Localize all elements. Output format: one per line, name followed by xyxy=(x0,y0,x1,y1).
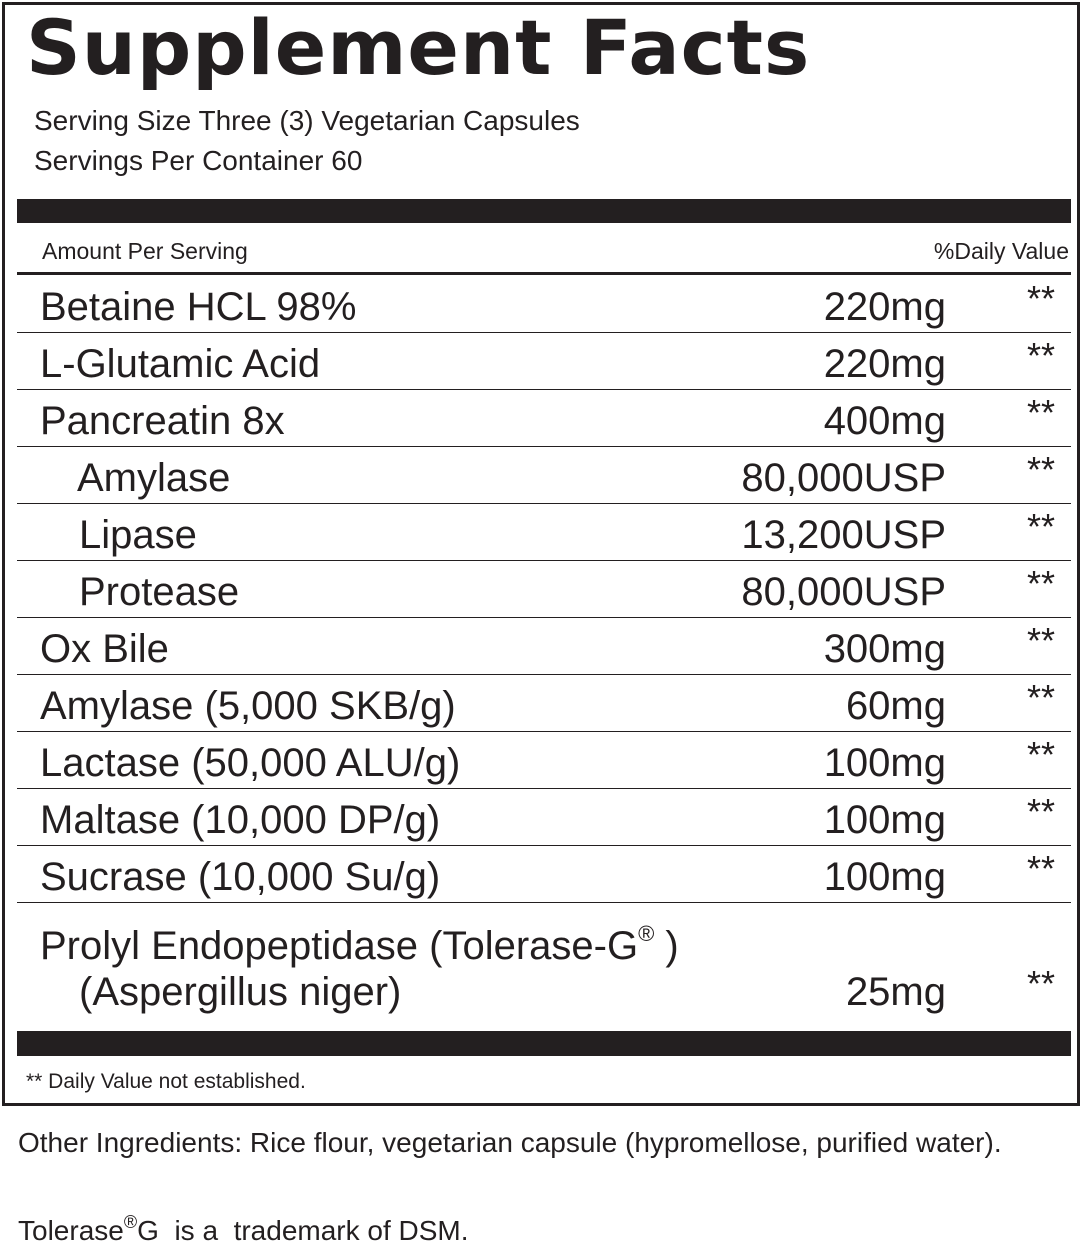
nutrient-amount: 100mg xyxy=(823,741,946,785)
nutrient-daily-value: ** xyxy=(1026,848,1055,889)
nutrient-name: Lactase (50,000 ALU/g) xyxy=(40,741,461,785)
registered-mark: ® xyxy=(123,1212,138,1232)
nutrient-amount: 80,000USP xyxy=(741,456,946,500)
nutrient-row xyxy=(17,333,1071,390)
nutrient-daily-value: ** xyxy=(1026,734,1055,775)
nutrient-name: Ox Bile xyxy=(40,627,169,671)
thick-divider-top xyxy=(17,199,1071,223)
nutrient-subrow xyxy=(17,561,1071,618)
nutrient-row xyxy=(17,789,1071,846)
registered-mark: ® xyxy=(638,921,655,946)
serving-size: Serving Size Three (3) Vegetarian Capsules xyxy=(34,105,580,136)
nutrient-subrow xyxy=(17,447,1071,504)
nutrient-name-line1: Prolyl Endopeptidase (Tolerase-G xyxy=(40,924,639,968)
other-ingredients: Other Ingredients: Rice flour, vegetarian capsule (hypromellose, purified water). xyxy=(18,1127,1002,1158)
nutrient-daily-value: ** xyxy=(1026,449,1055,490)
nutrient-daily-value: ** xyxy=(1026,506,1055,547)
nutrient-name-close: ) xyxy=(654,924,679,968)
nutrient-name: Lipase xyxy=(79,513,197,557)
nutrient-amount: 100mg xyxy=(823,855,946,899)
nutrient-row xyxy=(17,618,1071,675)
nutrient-row xyxy=(17,390,1071,447)
nutrient-name: L-Glutamic Acid xyxy=(40,342,321,386)
trademark-text: G is a trademark of DSM. xyxy=(137,1215,469,1246)
nutrient-daily-value: ** xyxy=(1026,278,1055,319)
nutrient-row xyxy=(17,846,1071,903)
nutrient-source: (Aspergillus niger) xyxy=(79,970,402,1014)
nutrient-amount: 220mg xyxy=(823,285,946,329)
nutrient-amount: 220mg xyxy=(823,342,946,386)
nutrient-row xyxy=(17,732,1071,789)
nutrient-name: Amylase (5,000 SKB/g) xyxy=(40,684,456,728)
nutrient-daily-value: ** xyxy=(1026,563,1055,604)
nutrient-daily-value: ** xyxy=(1026,963,1055,1004)
nutrient-daily-value: ** xyxy=(1026,791,1055,832)
servings-per-container: Servings Per Container 60 xyxy=(34,145,363,176)
nutrient-name: Protease xyxy=(79,570,240,614)
nutrient-amount: 60mg xyxy=(845,684,946,728)
nutrient-row-prolyl xyxy=(17,903,1071,1020)
nutrient-table xyxy=(17,276,1071,1020)
column-header xyxy=(17,236,1071,266)
daily-value-label: %Daily Value xyxy=(933,238,1069,264)
nutrient-amount: 25mg xyxy=(845,970,946,1014)
panel-title: Supplement Facts xyxy=(26,3,811,92)
nutrient-name: Amylase xyxy=(77,456,231,500)
nutrient-amount: 300mg xyxy=(823,627,946,671)
nutrient-amount: 80,000USP xyxy=(741,570,946,614)
nutrient-name: Sucrase (10,000 Su/g) xyxy=(40,855,441,899)
nutrient-daily-value: ** xyxy=(1026,620,1055,661)
trademark-brand: Tolerase xyxy=(18,1215,124,1246)
daily-value-footnote: ** Daily Value not established. xyxy=(26,1070,306,1093)
nutrient-daily-value: ** xyxy=(1026,677,1055,718)
nutrient-name: Pancreatin 8x xyxy=(40,399,285,443)
nutrient-daily-value: ** xyxy=(1026,392,1055,433)
amount-per-serving-label: Amount Per Serving xyxy=(42,238,248,264)
nutrient-subrow xyxy=(17,504,1071,561)
nutrient-amount: 400mg xyxy=(823,399,946,443)
nutrient-row xyxy=(17,276,1071,333)
nutrient-name xyxy=(40,911,679,969)
trademark-note xyxy=(18,1202,469,1251)
nutrient-amount: 13,200USP xyxy=(741,513,946,557)
nutrient-row xyxy=(17,675,1071,732)
nutrient-name: Betaine HCL 98% xyxy=(40,285,357,329)
nutrient-amount: 100mg xyxy=(823,798,946,842)
nutrient-name: Maltase (10,000 DP/g) xyxy=(40,798,441,842)
header-divider xyxy=(17,272,1071,275)
nutrient-daily-value: ** xyxy=(1026,335,1055,376)
thick-divider-bottom xyxy=(17,1031,1071,1056)
